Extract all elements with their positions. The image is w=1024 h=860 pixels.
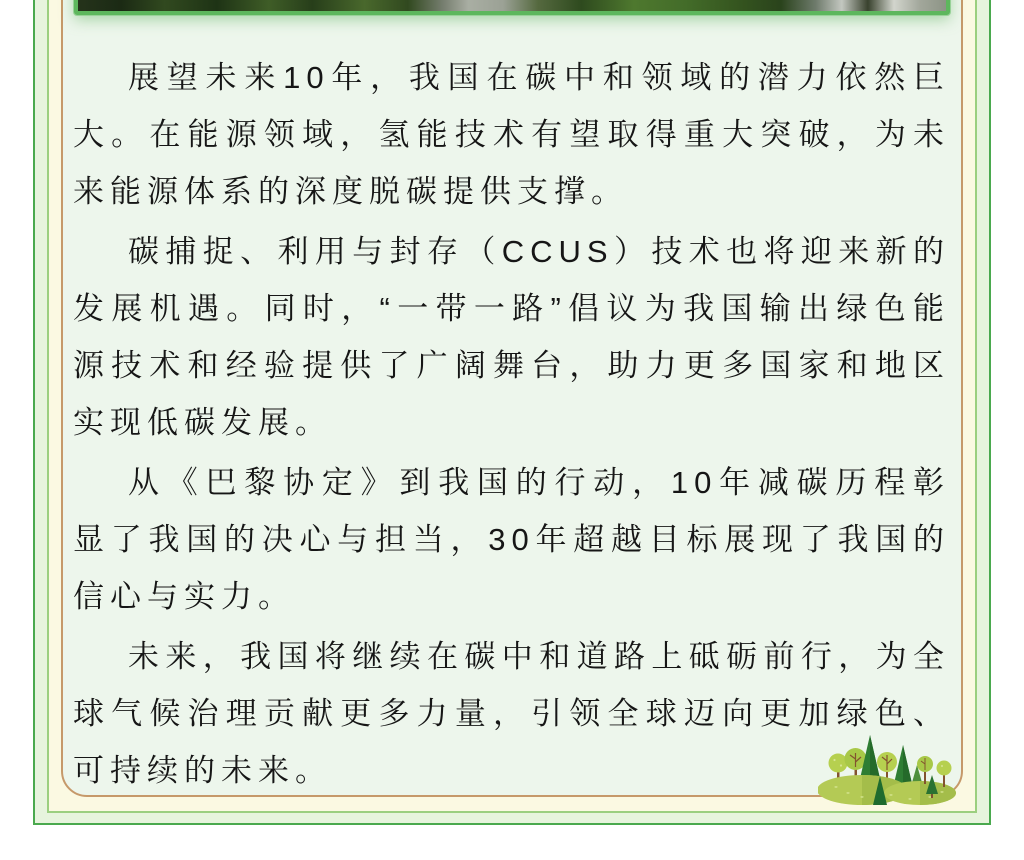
hero-photo-frame	[74, 0, 950, 15]
paragraph-ccus: 碳捕捉、利用与封存（CCUS）技术也将迎来新的发展机遇。同时，“一带一路”倡议为我国输出绿色能源技术和经验提供了广阔舞台，助力更多国家和地区实现低碳发展。	[73, 234, 950, 440]
article-panel	[61, 0, 963, 797]
article-body	[73, 49, 950, 802]
outer-green-frame	[33, 0, 991, 825]
hill-mound	[884, 781, 956, 805]
aerial-countryside-road-photo	[78, 0, 946, 11]
paragraph-future: 未来，我国将继续在碳中和道路上砥砺前行，为全球气候治理贡献更多力量，引领全球迈向更加绿色、可持续的未来。	[73, 639, 950, 788]
paragraph-paris-agreement: 从《巴黎协定》到我国的行动，10年减碳历程彰显了我国的决心与担当，30年超越目标展现了我国的信心与实力。	[73, 465, 950, 614]
trees-illustration	[818, 731, 958, 809]
paragraph-outlook: 展望未来10年，我国在碳中和领域的潜力依然巨大。在能源领域，氢能技术有望取得重大突破，为未来能源体系的深度脱碳提供支撑。	[73, 60, 950, 209]
cream-inner-frame	[47, 0, 977, 813]
